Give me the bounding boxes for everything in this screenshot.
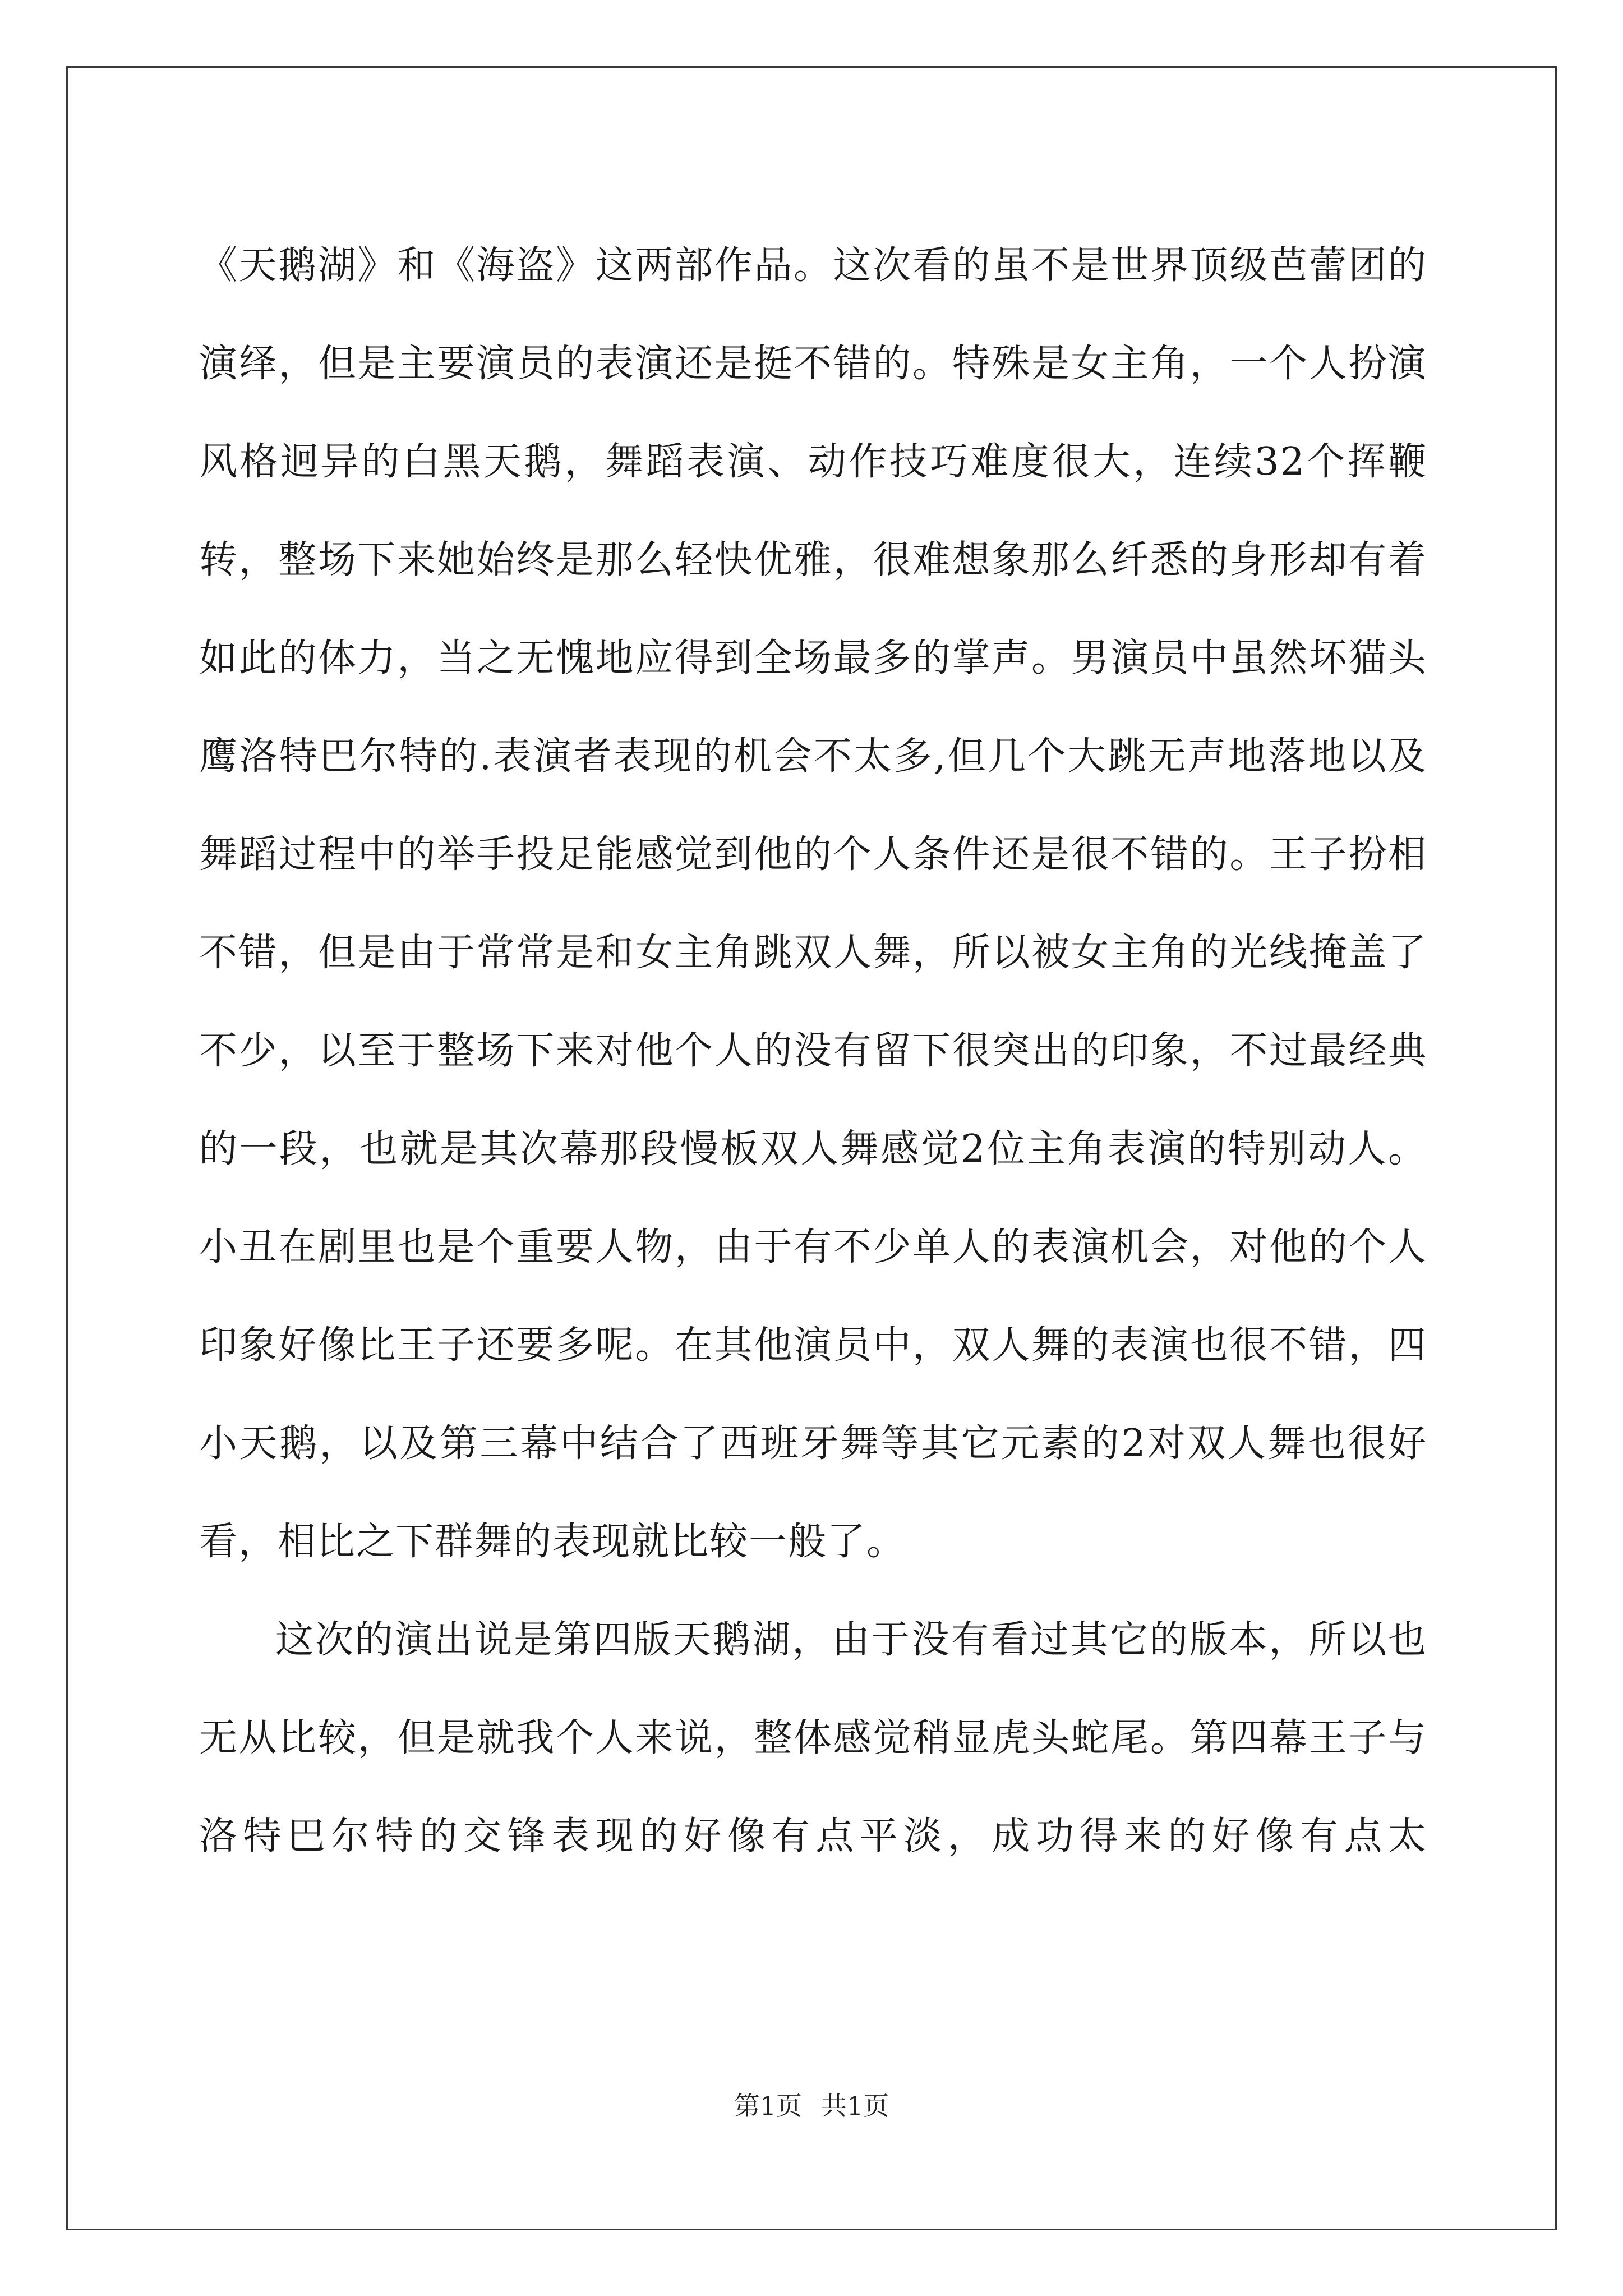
paragraph-1: 《天鹅湖》和《海盗》这两部作品。这次看的虽不是世界顶级芭蕾团的演绎，但是主要演员的表演还是挺不错的。特殊是女主角，一个人扮演风格迥异的白黑天鹅，舞蹈表演、动作技巧难度很大，连续32个挥鞭转，整场下来她始终是那么轻快优雅，很难想象那么纤悉的身形却有着如此的体力，当之无愧地应得到全场最多的掌声。男演员中虽然坏猫头鹰洛特巴尔特的.表演者表现的机会不太多,但几个大跳无声地落地以及舞蹈过程中的举手投足能感觉到他的个人条件还是很不错的。王子扮相不错，但是由于常常是和女主角跳双人舞，所以被女主角的光线掩盖了不少，以至于整场下来对他个人的没有留下很突出的印象，不过最经典的一段，也就是其次幕那段慢板双人舞感觉2位主角表演的特别动人。小丑在剧里也是个重要人物，由于有不少单人的表演机会，对他的个人印象好像比王子还要多呢。在其他演员中，双人舞的表演也很不错，四小天鹅，以及第三幕中结合了西班牙舞等其它元素的2对双人舞也很好看，相比之下群舞的表现就比较一般了。 xyxy=(199,243,1427,1564)
page-total: 共1页 xyxy=(821,2091,889,2121)
page-number: 第1页 xyxy=(734,2091,802,2121)
document-body xyxy=(199,217,1427,1885)
paragraph-2: 这次的演出说是第四版天鹅湖，由于没有看过其它的版本，所以也无从比较，但是就我个人来说，整体感觉稍显虎头蛇尾。第四幕王子与洛特巴尔特的交锋表现的好像有点平淡，成功得来的好像有点太 xyxy=(199,1618,1427,1858)
page-footer xyxy=(0,2086,1623,2123)
